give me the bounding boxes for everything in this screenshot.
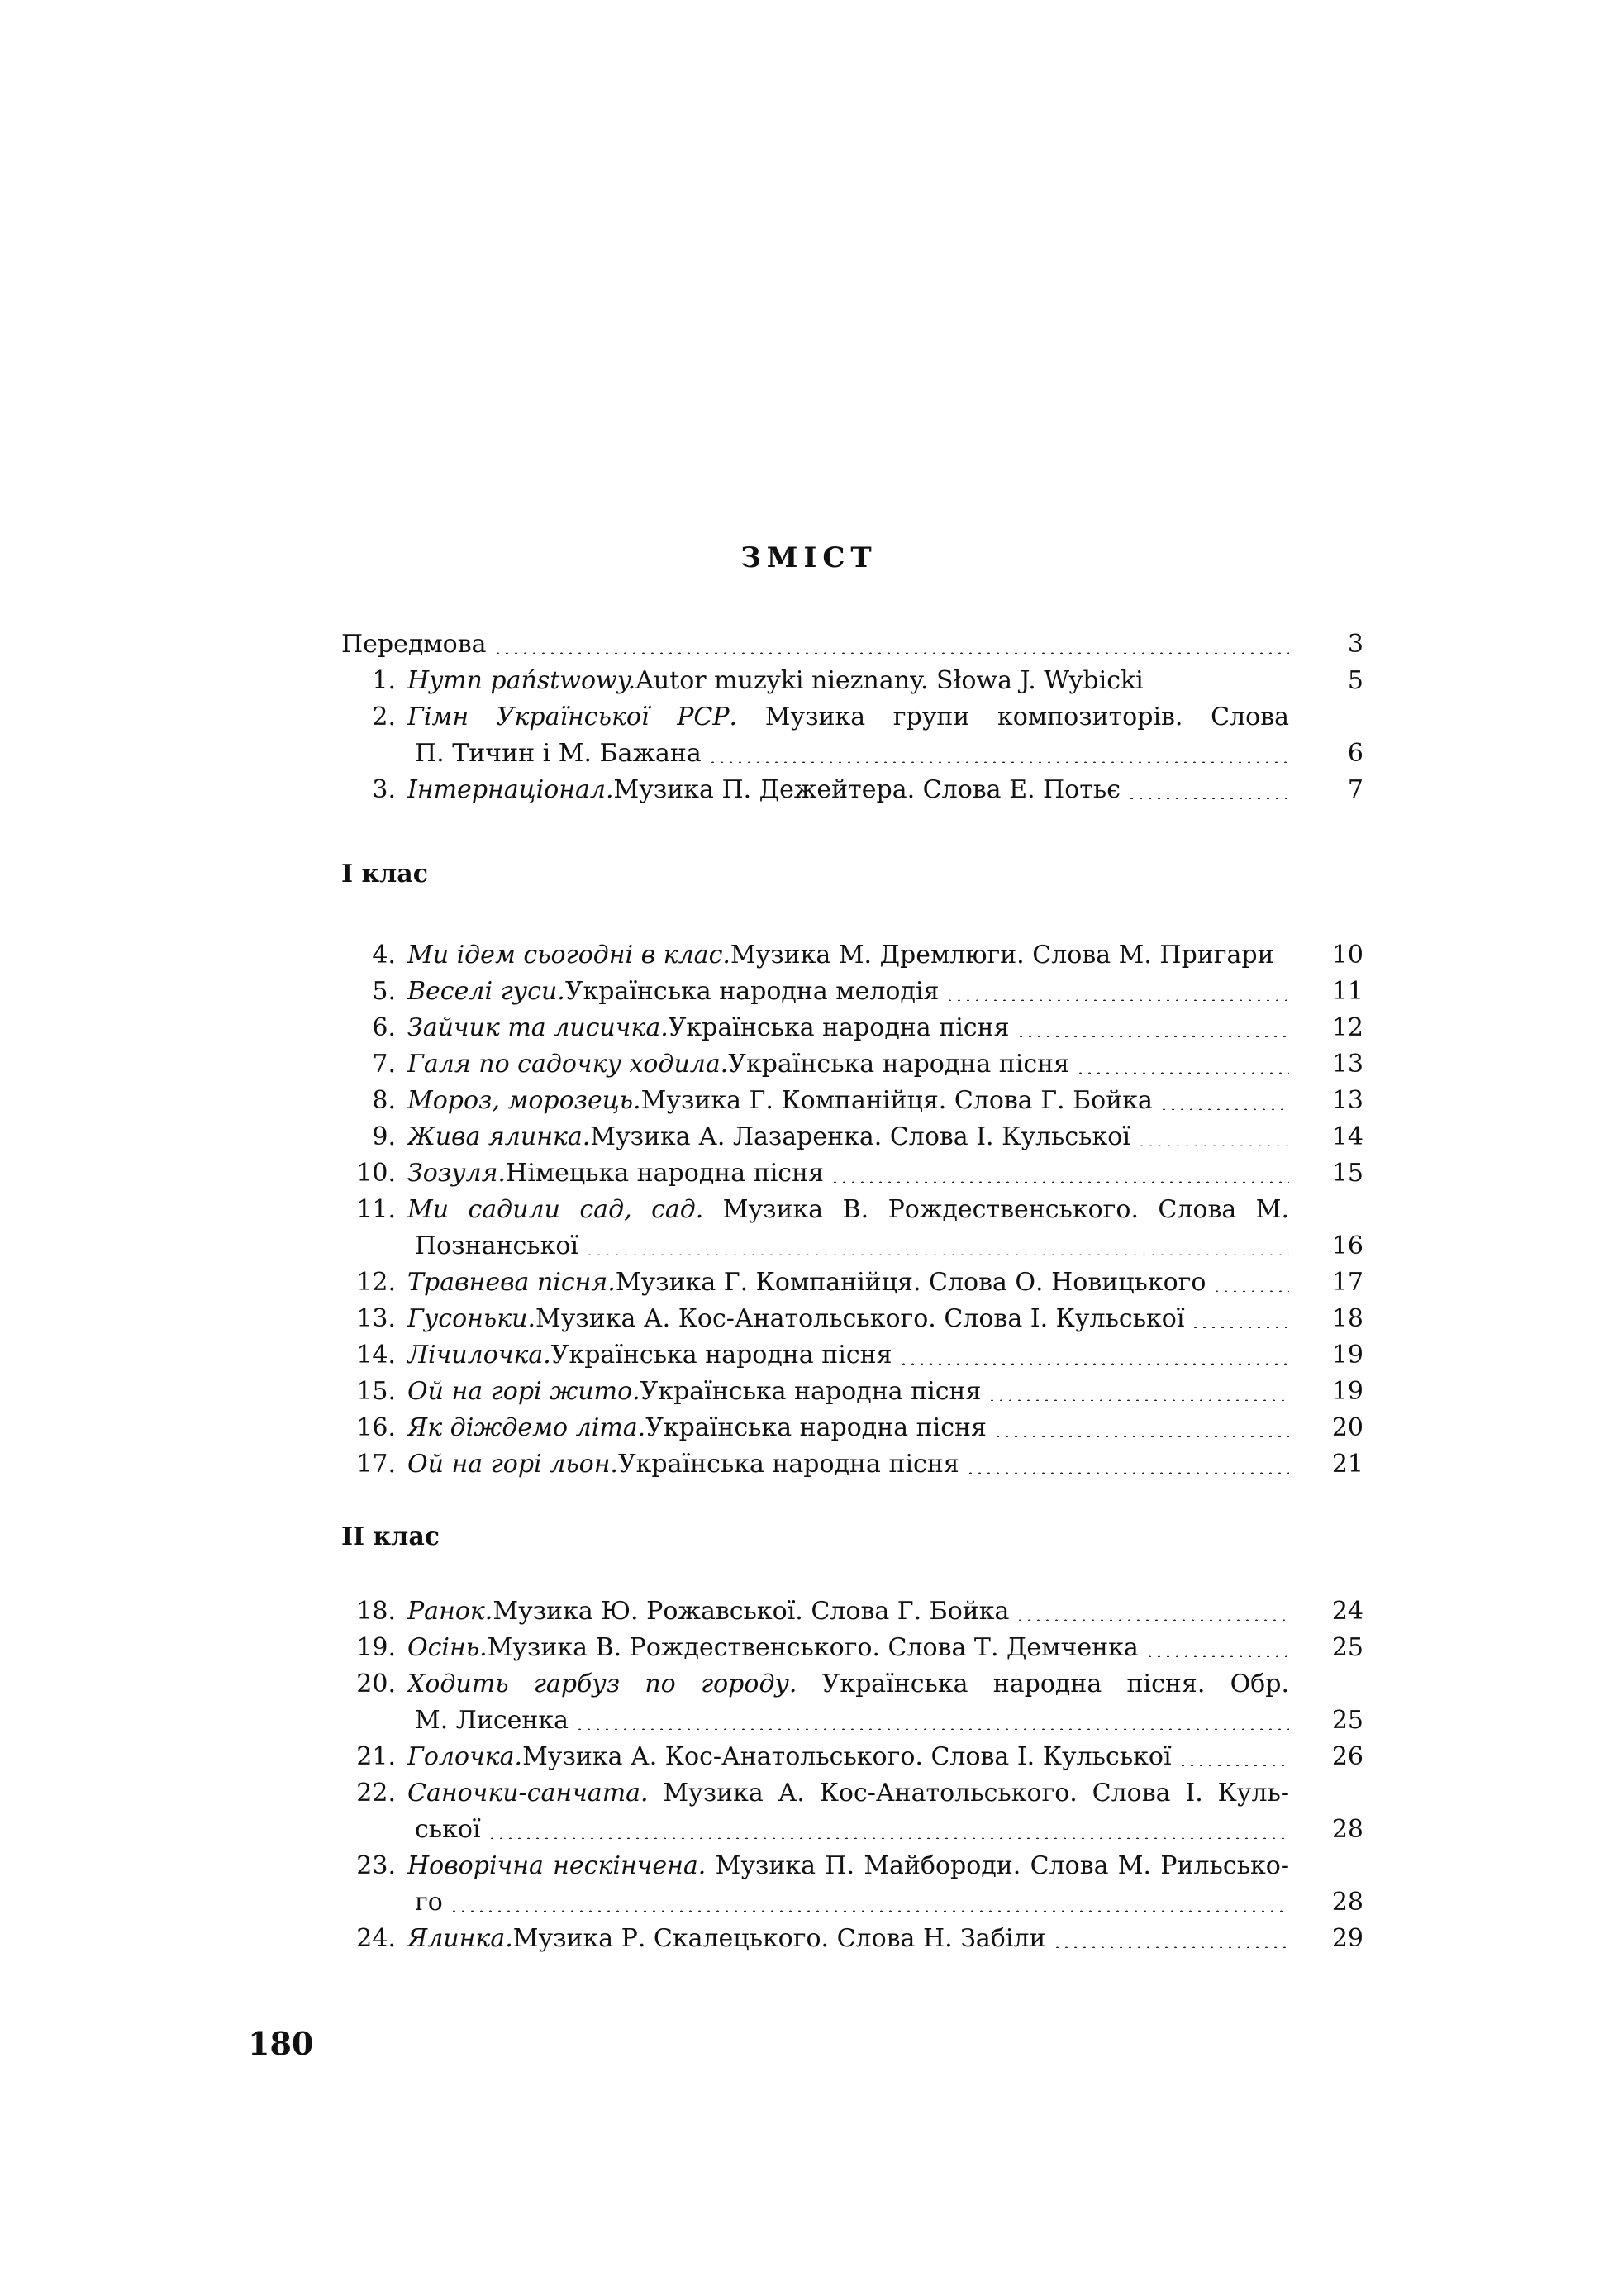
song-title: Мороз, морозець. [407,1086,641,1115]
toc-row [341,772,1363,808]
toc-row-text [407,772,1289,808]
toc-row-number: 5. [372,977,396,1006]
song-title: Саночки-санчата. [407,1779,649,1808]
dot-leader [450,1910,1289,1912]
toc-page-number: 28 [1331,1888,1363,1917]
toc-row [341,1410,1363,1446]
dot-leader [899,1363,1289,1365]
dot-leader [585,1254,1289,1255]
toc-row-description: ської [415,1815,481,1844]
toc-row [341,1337,1363,1374]
toc-page-number: 26 [1331,1742,1363,1771]
song-title: Гімн Української РСР. [407,703,738,731]
dot-leader [830,1181,1289,1183]
toc-row [341,626,1363,663]
toc-row [341,1739,1363,1775]
toc-page-number: 13 [1331,1050,1363,1079]
song-title: Жива ялинка. [407,1122,591,1151]
toc-row [341,1666,1363,1703]
toc-row-number: 11. [356,1195,396,1224]
toc-row-text [407,1410,1289,1446]
dot-leader [708,761,1289,763]
song-title: Осінь. [407,1633,488,1662]
toc-row-number: 15. [356,1377,396,1406]
toc-row-number: 19. [356,1633,396,1662]
toc-page-number: 24 [1331,1597,1363,1626]
toc-page-number: 28 [1331,1815,1363,1844]
toc-row-text [407,1739,1289,1775]
toc-row-text [407,1265,1289,1301]
toc-row [341,937,1363,974]
toc-row [341,1446,1363,1483]
toc-row-number: 3. [372,775,396,804]
dot-leader [488,1837,1289,1839]
toc-row-text [407,1337,1289,1374]
song-title: Зайчик та лисичка. [407,1013,669,1042]
toc-row-description: го [415,1888,443,1917]
dot-leader [966,1472,1289,1474]
toc-page-number: 10 [1331,941,1363,969]
toc-row [341,1775,1363,1812]
toc-row-text [407,663,1289,699]
toc-row-text [407,1593,1289,1630]
song-title: Як діждемо літа. [407,1413,646,1442]
toc-page-number: 15 [1331,1159,1363,1188]
dot-leader [1053,1946,1289,1948]
dot-leader [1178,1765,1289,1766]
song-title: Лічилочка. [407,1341,551,1370]
toc-row-text [407,1192,1289,1228]
toc-row-number: 8. [372,1086,396,1115]
toc-row-text [407,1666,1289,1703]
dot-leader [1145,1655,1289,1657]
toc-row [341,1265,1363,1301]
toc-row-number: 12. [356,1268,396,1297]
toc-row-description: Музика В. Рождественського. Слова Т. Демченка [487,1633,1139,1662]
song-title: Ялинка. [407,1924,513,1953]
toc-row [341,1301,1363,1337]
toc-page-number: 25 [1331,1633,1363,1662]
toc-row-description: Передмова [341,630,487,659]
toc-row [341,1374,1363,1410]
toc-page-number: 5 [1347,666,1363,695]
toc-row [341,699,1363,736]
toc-page-number: 18 [1331,1304,1363,1333]
song-title: Ой на горі льон. [407,1450,618,1479]
toc-row-text [407,1630,1289,1666]
toc-row-description: Українська народна мелодія [564,977,940,1006]
toc-row-text [407,1446,1289,1483]
toc-page-number: 6 [1347,739,1363,768]
toc-row-text [407,1155,1289,1192]
toc-row [341,1155,1363,1192]
toc-row-description: Українська народна пісня [668,1013,1010,1042]
toc-row-description: Музика групи композиторів. Слова [737,703,1289,731]
toc-row-description: Музика П. Майбороди. Слова М. Рильсько- [706,1851,1289,1880]
toc-row-number: 24. [356,1924,396,1953]
toc-row-number: 20. [356,1670,396,1698]
toc-row-description: Музика Р. Скалецького. Слова Н. Забіли [512,1924,1046,1953]
toc-section-2 [341,1593,1363,1957]
toc-page-number: 19 [1331,1377,1363,1406]
toc-row-number: 18. [356,1597,396,1626]
toc-page-number: 16 [1331,1231,1363,1260]
toc-page-number: 12 [1331,1013,1363,1042]
toc-row-text [407,699,1289,736]
song-title: Ой на горі жито. [407,1377,640,1406]
toc-row-description: Музика П. Дежейтера. Слова Е. Потьє [613,775,1121,804]
toc-page-number: 3 [1347,630,1363,659]
song-title: Ходить гарбуз по городу. [407,1670,797,1698]
toc-page-number: 7 [1347,775,1363,804]
toc-row-description: Українська народна пісня [640,1377,982,1406]
toc-row-text [407,1010,1289,1046]
toc-row-text [407,1083,1289,1119]
toc-row-text [415,1703,1289,1739]
toc-row [341,1083,1363,1119]
toc-row-text [415,1884,1289,1921]
section-heading-2: II клас [341,1522,440,1551]
toc-row-description: Українська народна пісня. Обр. [797,1670,1289,1698]
toc-row [341,974,1363,1010]
toc-row-number: 22. [356,1779,396,1808]
toc-row-description: Музика Ю. Рожавської. Слова Г. Бойка [493,1597,1010,1626]
toc-page-number: 29 [1331,1924,1363,1953]
toc-row-text [407,937,1289,974]
toc-row [341,1228,1363,1265]
toc-row-text [407,1374,1289,1410]
toc-row-number: 1. [372,666,396,695]
toc-row [341,1192,1363,1228]
toc-row [341,1884,1363,1921]
toc-row [341,1703,1363,1739]
toc-row-text [415,1812,1289,1848]
song-title: Hymn państwowy. [407,666,636,695]
song-title: Травнева пісня. [407,1268,616,1297]
toc-page-number: 17 [1331,1268,1363,1297]
toc-row-number: 23. [356,1851,396,1880]
toc-row [341,1010,1363,1046]
toc-row-text [341,626,1289,663]
toc-row-text [407,1301,1289,1337]
toc-row-description: Музика Г. Компанійця. Слова О. Новицького [615,1268,1206,1297]
toc-row-description: Музика М. Дремлюги. Слова М. Пригари [730,941,1274,969]
toc-page-number: 11 [1331,977,1363,1006]
song-title: Зозуля. [407,1159,507,1188]
toc-row-description: П. Тичин і М. Бажана [415,739,702,768]
toc-row-text [407,1775,1289,1812]
song-title: Ми садили сад, сад. [407,1195,704,1224]
toc-page-number: 25 [1331,1706,1363,1735]
toc-row-description: Німецька народна пісня [506,1159,825,1188]
toc-row [341,663,1363,699]
toc-row-number: 16. [356,1413,396,1442]
toc-row-number: 2. [372,703,396,731]
toc-row-description: М. Лисенка [415,1706,569,1735]
dot-leader [1212,1290,1289,1292]
dot-leader [1127,798,1289,799]
dot-leader [1159,1108,1289,1110]
toc-row-number: 7. [372,1050,396,1079]
toc-page-number: 19 [1331,1341,1363,1370]
toc-row-description: Українська народна пісня [728,1050,1070,1079]
toc-row-text [407,1848,1289,1884]
dot-leader [945,999,1289,1001]
dot-leader [493,652,1289,654]
song-title: Новорічна нескінчена. [407,1851,707,1880]
dot-leader [575,1728,1289,1730]
section-heading-1: I клас [341,860,428,888]
toc-row [341,1921,1363,1957]
toc-row-description: Музика А. Лазаренка. Слова І. Кульської [590,1122,1130,1151]
toc-row-number: 14. [356,1341,396,1370]
toc-row-number: 4. [372,941,396,969]
toc-row-number: 10. [356,1159,396,1188]
toc-intro [341,626,1363,808]
toc-row [341,1046,1363,1083]
song-title: Ми ідем сьогодні в клас. [407,941,730,969]
song-title: Гусоньки. [407,1304,535,1333]
toc-row [341,1812,1363,1848]
dot-leader [1137,1145,1289,1146]
toc-row [341,1119,1363,1155]
page-number: 180 [248,2025,314,2062]
toc-row-number: 6. [372,1013,396,1042]
dot-leader [1076,1072,1289,1074]
toc-row-description: Музика В. Рождественського. Слова М. [703,1195,1289,1224]
toc-row-text [415,736,1289,772]
toc-row-text [407,1046,1289,1083]
toc-page-number: 14 [1331,1122,1363,1151]
toc-row-description: Познанської [415,1231,579,1260]
toc-row-text [407,974,1289,1010]
toc-row-description: Музика А. Кос-Анатольського. Слова І. Куль- [648,1779,1289,1808]
dot-leader [1191,1327,1289,1328]
toc-row-number: 17. [356,1450,396,1479]
toc-section-1 [341,937,1363,1483]
toc-page-number: 13 [1331,1086,1363,1115]
song-title: Ранок. [407,1597,493,1626]
toc-row-description: Autor muzyki nieznany. Słowa J. Wybicki [635,666,1144,695]
toc-row [341,736,1363,772]
toc-page-number: 21 [1331,1450,1363,1479]
toc-row-number: 9. [372,1122,396,1151]
dot-leader [987,1399,1289,1401]
toc-row-description: Українська народна пісня [645,1413,987,1442]
song-title: Голочка. [407,1742,523,1771]
toc-row-text [407,1921,1289,1957]
toc-row [341,1848,1363,1884]
dot-leader [1016,1619,1289,1621]
song-title: Галя по садочку ходила. [407,1050,729,1079]
toc-row-description: Музика А. Кос-Анатольського. Слова І. Кульської [522,1742,1172,1771]
toc-row-text [415,1228,1289,1265]
toc-page-number: 20 [1331,1413,1363,1442]
toc-row-number: 21. [356,1742,396,1771]
song-title: Інтернаціонал. [407,775,614,804]
dot-leader [993,1436,1289,1437]
toc-row [341,1593,1363,1630]
page-title: ЗМІСТ [740,541,878,574]
toc-row-description: Музика А. Кос-Анатольського. Слова І. Кульської [535,1304,1185,1333]
toc-row-number: 13. [356,1304,396,1333]
song-title: Веселі гуси. [407,977,565,1006]
toc-row-description: Українська народна пісня [550,1341,892,1370]
toc-row-text [407,1119,1289,1155]
dot-leader [1016,1036,1289,1037]
toc-row-description: Музика Г. Компанійця. Слова Г. Бойка [640,1086,1153,1115]
toc-row-description: Українська народна пісня [618,1450,959,1479]
toc-row [341,1630,1363,1666]
